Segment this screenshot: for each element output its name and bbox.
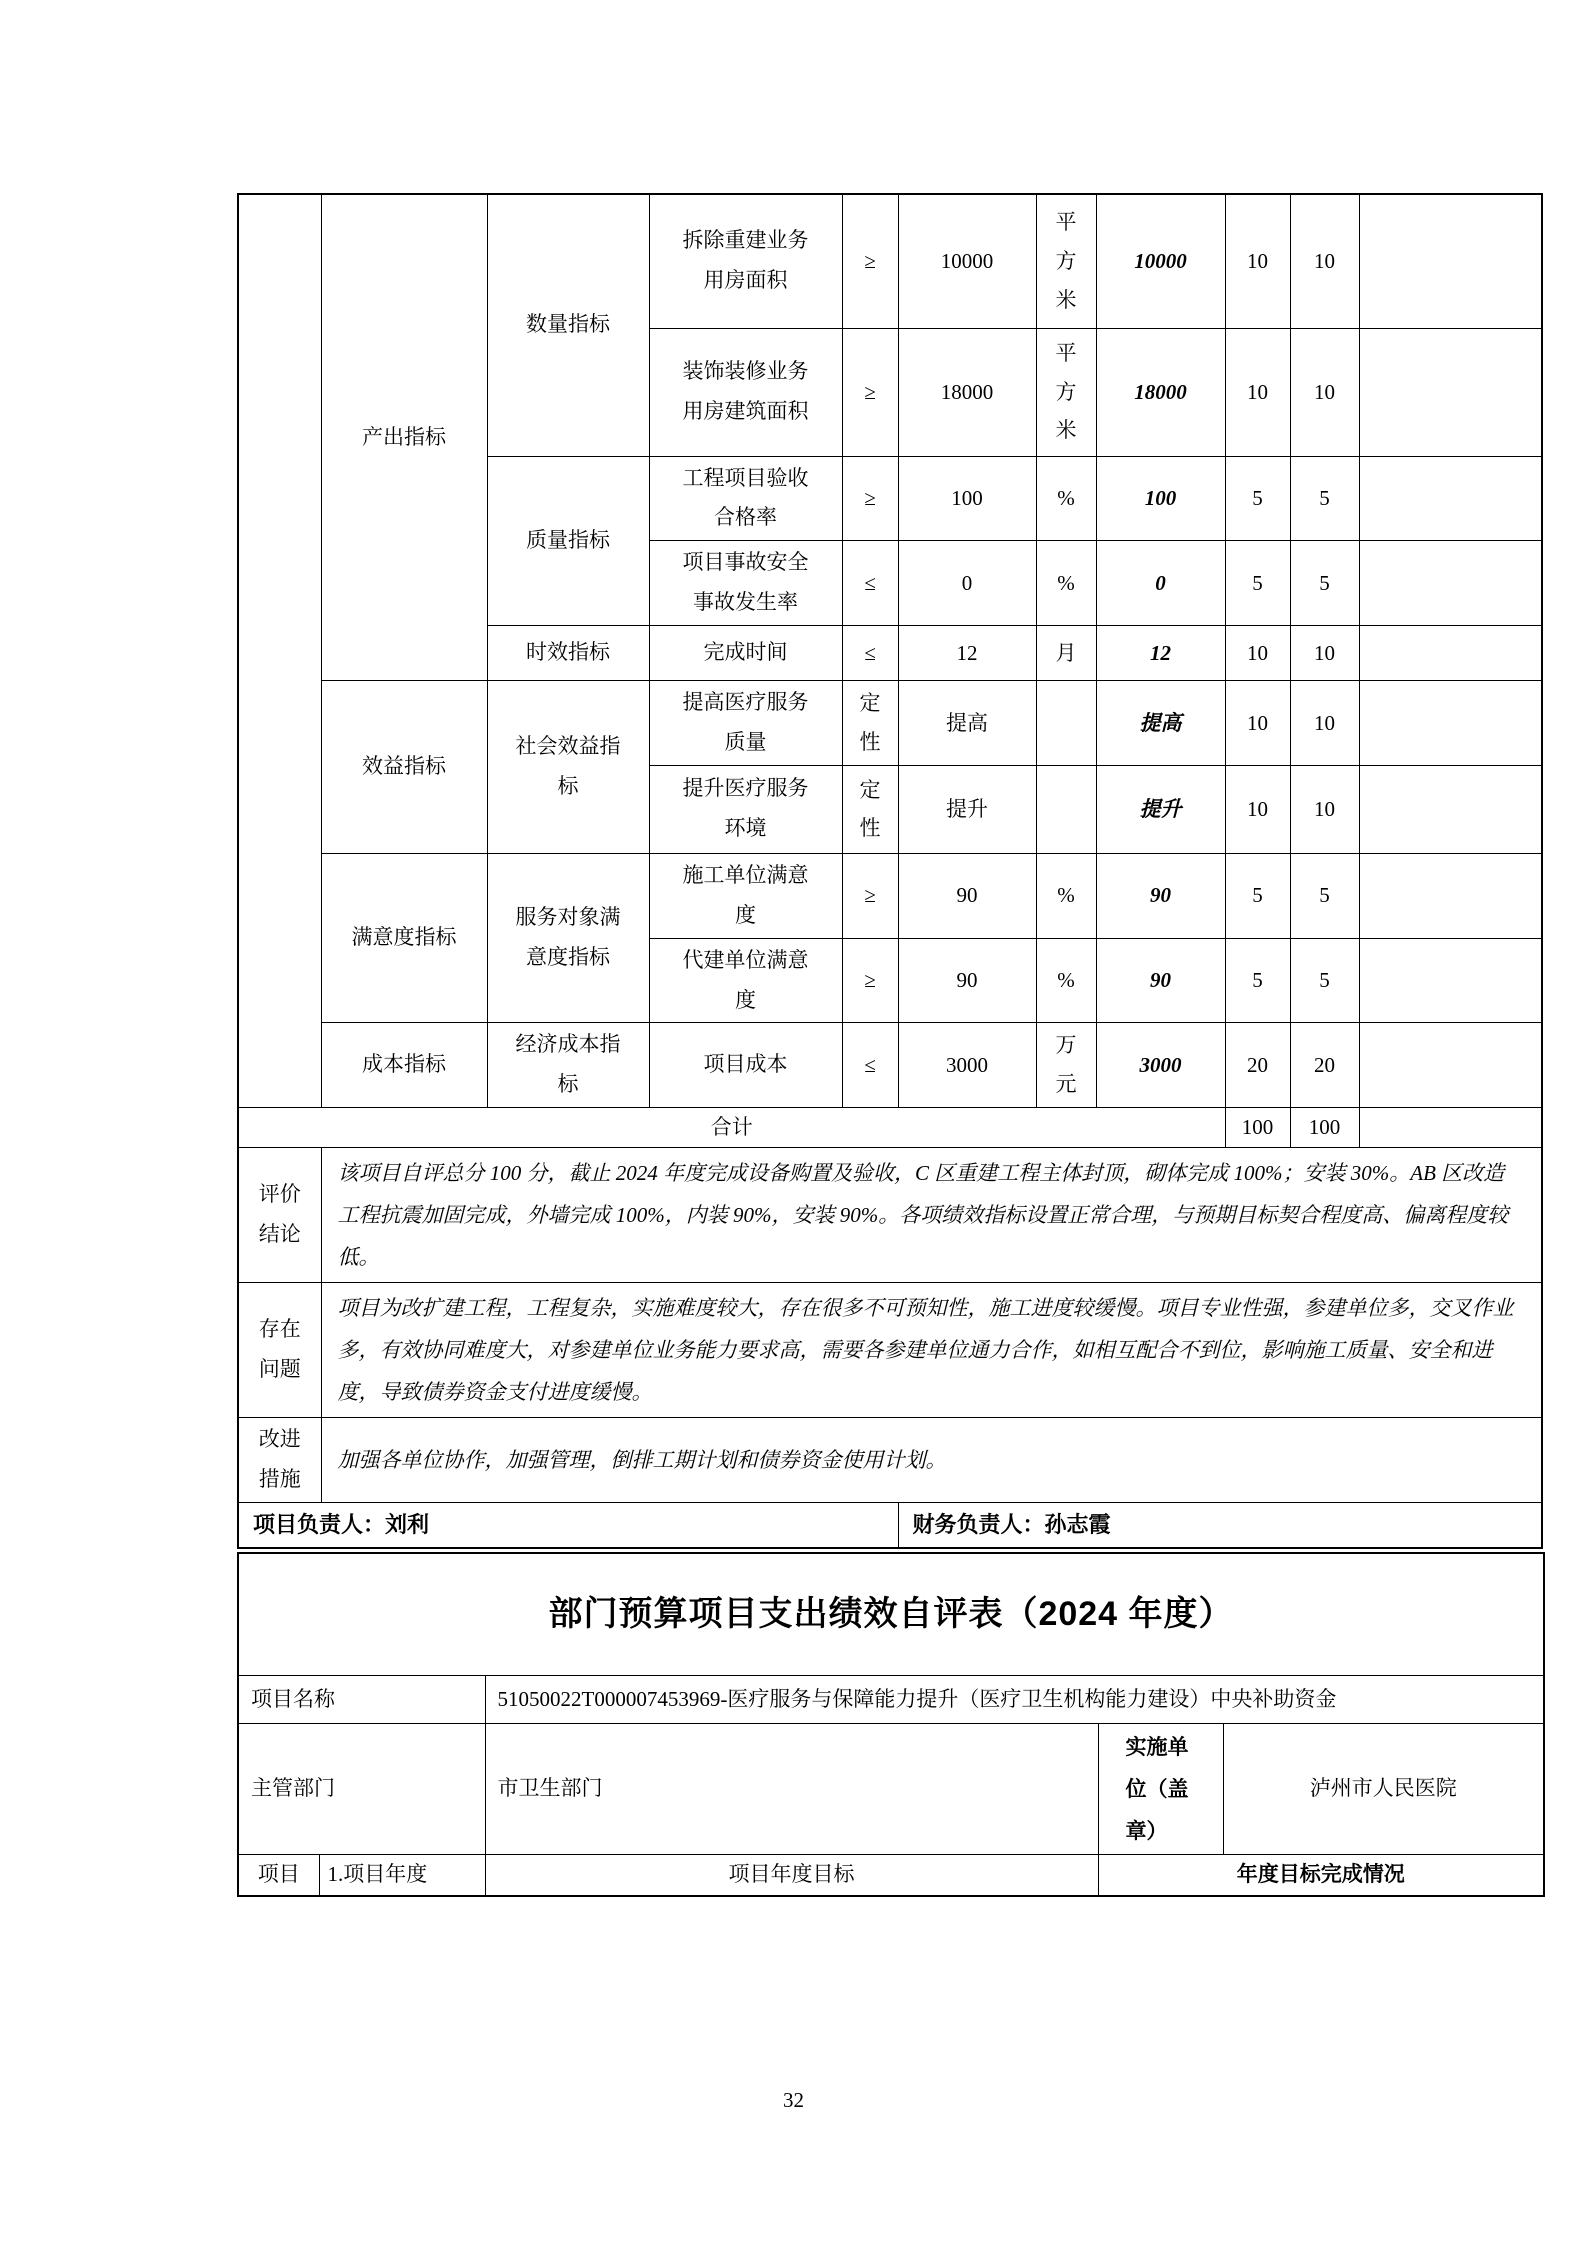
target-value-cell: 0 xyxy=(898,541,1036,626)
indicator-category-cell xyxy=(321,681,487,854)
indicator-subcategory-cell xyxy=(487,456,649,626)
table-row xyxy=(238,1023,1542,1108)
notes-cell xyxy=(1359,1023,1542,1108)
table-row xyxy=(238,194,1542,328)
table-row xyxy=(238,853,1542,938)
actual-value-cell: 12 xyxy=(1096,626,1225,681)
notes-cell xyxy=(1359,681,1542,766)
supervising-department-label: 主管部门 xyxy=(238,1723,485,1854)
score-cell: 10 xyxy=(1290,681,1359,766)
score-cell: 5 xyxy=(1290,853,1359,938)
total-points-cell: 100 xyxy=(1225,1108,1290,1148)
target-value-cell: 提高 xyxy=(898,681,1036,766)
unit-cell: % xyxy=(1036,541,1096,626)
comparator-cell: ≥ xyxy=(842,194,898,328)
improvement-measures-row xyxy=(238,1418,1542,1503)
score-cell: 10 xyxy=(1290,626,1359,681)
implementing-unit-label: 实施单位（盖章） xyxy=(1098,1723,1223,1854)
notes-cell xyxy=(1359,541,1542,626)
category-label: 效益指标 xyxy=(362,754,446,778)
unit-cell: 月 xyxy=(1036,626,1096,681)
actual-value-cell: 90 xyxy=(1096,938,1225,1023)
indicator-subcategory-cell xyxy=(487,626,649,681)
problems-label-cell: 存在问题 xyxy=(238,1283,321,1418)
target-value-cell: 提升 xyxy=(898,765,1036,853)
comparator-cell: 定性 xyxy=(842,765,898,853)
indicator-subcategory-cell xyxy=(487,194,649,456)
unit-cell: 平方米 xyxy=(1036,194,1096,328)
points-cell: 10 xyxy=(1225,765,1290,853)
unit-cell xyxy=(1036,765,1096,853)
points-cell: 5 xyxy=(1225,853,1290,938)
unit-cell: % xyxy=(1036,456,1096,541)
project-year-label: 1.项目年度 xyxy=(319,1854,485,1896)
target-value-cell: 3000 xyxy=(898,1023,1036,1108)
indicator-category-cell xyxy=(321,1023,487,1108)
target-value-cell: 100 xyxy=(898,456,1036,541)
actual-value-cell: 提升 xyxy=(1096,765,1225,853)
notes-cell xyxy=(1359,765,1542,853)
actual-value-cell: 90 xyxy=(1096,853,1225,938)
total-row xyxy=(238,1108,1542,1148)
comparator-cell: ≥ xyxy=(842,938,898,1023)
indicator-name-cell: 项目事故安全事故发生率 xyxy=(649,541,842,626)
score-cell: 10 xyxy=(1290,328,1359,456)
page-number: 32 xyxy=(783,2088,804,2112)
points-cell: 10 xyxy=(1225,626,1290,681)
actual-value-cell: 100 xyxy=(1096,456,1225,541)
target-value-cell: 18000 xyxy=(898,328,1036,456)
indicator-name-cell: 工程项目验收合格率 xyxy=(649,456,842,541)
budget-self-evaluation-table xyxy=(237,1552,1545,1897)
points-cell: 5 xyxy=(1225,938,1290,1023)
actual-value-cell: 0 xyxy=(1096,541,1225,626)
comparator-cell: ≤ xyxy=(842,541,898,626)
indicator-name-cell: 装饰装修业务用房建筑面积 xyxy=(649,328,842,456)
notes-cell xyxy=(1359,1108,1542,1148)
notes-cell xyxy=(1359,194,1542,328)
table-title-row xyxy=(238,1553,1544,1675)
indicator-name-cell: 提高医疗服务质量 xyxy=(649,681,842,766)
target-value-cell: 90 xyxy=(898,938,1036,1023)
total-score-cell: 100 xyxy=(1290,1108,1359,1148)
unit-cell: 平方米 xyxy=(1036,328,1096,456)
indicator-category-cell xyxy=(321,853,487,1023)
project-manager-signature: 项目负责人：刘利 xyxy=(238,1503,898,1548)
notes-cell xyxy=(1359,626,1542,681)
comparator-cell: ≥ xyxy=(842,328,898,456)
target-value-cell: 12 xyxy=(898,626,1036,681)
conclusion-text: 该项目自评总分 100 分，截止 2024 年度完成设备购置及验收，C 区重建工程主体封顶，砌体完成 100%；安装 30%。AB 区改造工程抗震加固完成，外墙完成 100%，内装 90%，安装 90%。各项绩效指标设置正常合理，与预期目标契合程度高、偏离程度较低。 xyxy=(321,1148,1542,1283)
problems-text: 项目为改扩建工程，工程复杂，实施难度较大，存在很多不可预知性，施工进度较缓慢。项目专业性强，参建单位多，交叉作业多，有效协同难度大，对参建单位业务能力要求高，需要各参建单位通力合作，如相互配合不到位，影响施工质量、安全和进度，导致债券资金支付进度缓慢。 xyxy=(321,1283,1542,1418)
subcategory-label: 社会效益指标 xyxy=(515,734,621,798)
actual-value-cell: 10000 xyxy=(1096,194,1225,328)
points-cell: 10 xyxy=(1225,681,1290,766)
supervising-department-value: 市卫生部门 xyxy=(485,1723,1098,1854)
comparator-cell: ≤ xyxy=(842,626,898,681)
comparator-cell: ≥ xyxy=(842,456,898,541)
measures-text: 加强各单位协作，加强管理，倒排工期计划和债券资金使用计划。 xyxy=(321,1418,1542,1503)
comparator-cell: ≤ xyxy=(842,1023,898,1108)
score-cell: 10 xyxy=(1290,765,1359,853)
project-name-value: 51050022T000007453969-医疗服务与保障能力提升（医疗卫生机构能力建设）中央补助资金 xyxy=(485,1675,1544,1723)
subcategory-label: 数量指标 xyxy=(526,312,610,337)
implementing-unit-value: 泸州市人民医院 xyxy=(1223,1723,1544,1854)
indicator-name-cell: 提升医疗服务环境 xyxy=(649,765,842,853)
project-year-row xyxy=(238,1854,1544,1896)
subcategory-label: 经济成本指标 xyxy=(515,1032,621,1097)
unit-cell: % xyxy=(1036,938,1096,1023)
points-cell: 10 xyxy=(1225,194,1290,328)
signature-row xyxy=(238,1503,1542,1548)
indicator-name-cell: 完成时间 xyxy=(649,626,842,681)
measures-label-cell: 改进措施 xyxy=(238,1418,321,1503)
target-value-cell: 10000 xyxy=(898,194,1036,328)
annual-goal-header: 项目年度目标 xyxy=(485,1854,1098,1896)
points-cell: 5 xyxy=(1225,456,1290,541)
notes-cell xyxy=(1359,853,1542,938)
indicator-name-cell: 代建单位满意度 xyxy=(649,938,842,1023)
project-name-label: 项目名称 xyxy=(238,1675,485,1723)
indicator-name-cell: 施工单位满意度 xyxy=(649,853,842,938)
existing-problems-row xyxy=(238,1283,1542,1418)
notes-cell xyxy=(1359,328,1542,456)
comparator-cell: 定性 xyxy=(842,681,898,766)
unit-cell xyxy=(1036,681,1096,766)
table-row xyxy=(238,681,1542,766)
subcategory-label: 服务对象满意度指标 xyxy=(515,905,621,970)
actual-value-cell: 提高 xyxy=(1096,681,1225,766)
category-label: 满意度指标 xyxy=(351,925,457,950)
finance-manager-signature: 财务负责人：孙志霞 xyxy=(898,1503,1542,1548)
notes-cell xyxy=(1359,938,1542,1023)
total-label-cell: 合计 xyxy=(238,1108,1225,1148)
evaluation-conclusion-row xyxy=(238,1148,1542,1283)
subcategory-label: 质量指标 xyxy=(526,527,610,552)
performance-indicator-table xyxy=(237,193,1543,1549)
indicator-category-cell xyxy=(321,194,487,681)
score-cell: 5 xyxy=(1290,938,1359,1023)
actual-value-cell: 3000 xyxy=(1096,1023,1225,1108)
indicator-subcategory-cell xyxy=(487,853,649,1023)
indicator-name-cell: 拆除重建业务用房面积 xyxy=(649,194,842,328)
subcategory-label: 时效指标 xyxy=(526,640,610,665)
score-cell: 20 xyxy=(1290,1023,1359,1108)
actual-value-cell: 18000 xyxy=(1096,328,1225,456)
conclusion-label-cell: 评价结论 xyxy=(238,1148,321,1283)
unit-cell: % xyxy=(1036,853,1096,938)
unit-cell: 万元 xyxy=(1036,1023,1096,1108)
indicator-name-cell: 项目成本 xyxy=(649,1023,842,1108)
indicator-subcategory-cell xyxy=(487,1023,649,1108)
spanner-empty-cell xyxy=(238,194,321,1108)
score-cell: 10 xyxy=(1290,194,1359,328)
target-value-cell: 90 xyxy=(898,853,1036,938)
annual-goal-status-header: 年度目标完成情况 xyxy=(1098,1854,1544,1896)
points-cell: 5 xyxy=(1225,541,1290,626)
department-row xyxy=(238,1723,1544,1854)
indicator-subcategory-cell xyxy=(487,681,649,854)
score-cell: 5 xyxy=(1290,541,1359,626)
report-title: 部门预算项目支出绩效自评表（2024 年度） xyxy=(238,1553,1544,1675)
project-label: 项目 xyxy=(238,1854,319,1896)
points-cell: 10 xyxy=(1225,328,1290,456)
comparator-cell: ≥ xyxy=(842,853,898,938)
category-label: 产出指标 xyxy=(362,424,446,449)
points-cell: 20 xyxy=(1225,1023,1290,1108)
score-cell: 5 xyxy=(1290,456,1359,541)
project-name-row xyxy=(238,1675,1544,1723)
notes-cell xyxy=(1359,456,1542,541)
category-label: 成本指标 xyxy=(362,1052,446,1077)
